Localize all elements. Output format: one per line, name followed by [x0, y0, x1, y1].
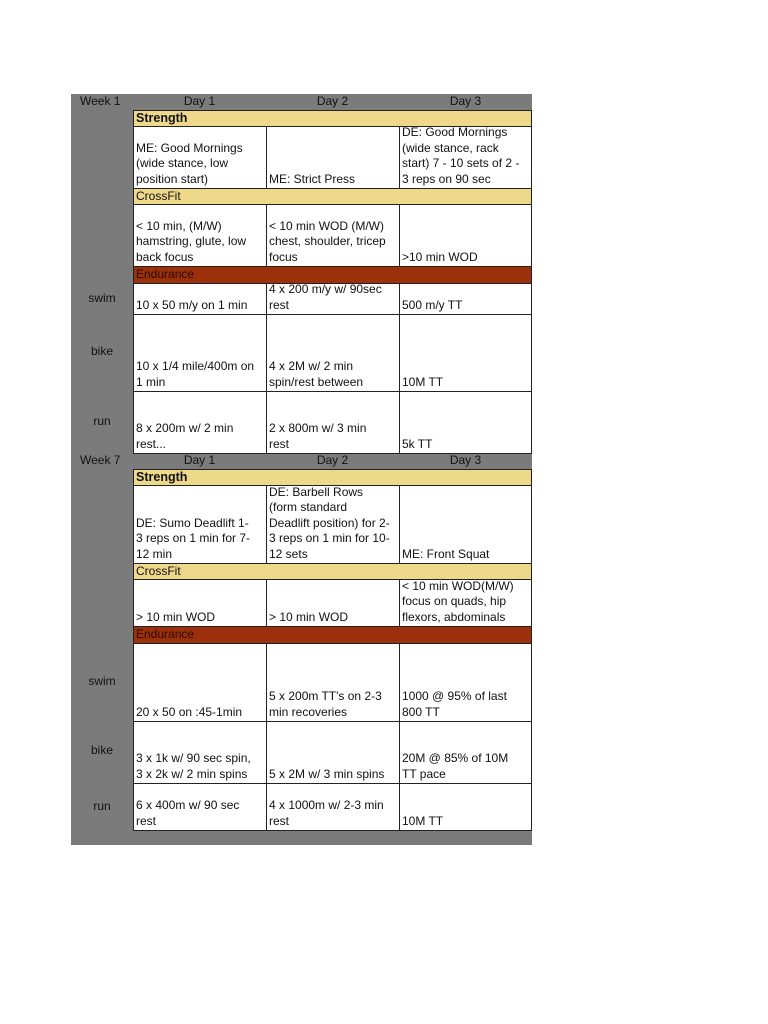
week7-day1-header: Day 1	[183, 453, 216, 467]
week1-crossfit-day2: < 10 min WOD (M/W) chest, shoulder, tricep focus	[266, 204, 400, 267]
week7-run-day2: 4 x 1000m w/ 2-3 min rest	[266, 783, 400, 831]
week7-endurance-band: Endurance	[133, 626, 532, 644]
week1-swim-day2: 4 x 200 m/y w/ 90sec rest	[266, 283, 400, 315]
week1-day3-header: Day 3	[449, 94, 482, 108]
week1-strength-day3: DE: Good Mornings (wide stance, rack start) 7 - 10 sets of 2 - 3 reps on 90 sec	[399, 126, 532, 189]
week1-run-day2: 2 x 800m w/ 3 min rest	[266, 391, 400, 454]
week1-day1-header: Day 1	[183, 94, 216, 108]
week7-bike-day1: 3 x 1k w/ 90 sec spin, 3 x 2k w/ 2 min spins	[133, 721, 267, 784]
week7-crossfit-day1: > 10 min WOD	[133, 579, 267, 627]
week7-day3-header: Day 3	[449, 453, 482, 467]
week1-swim-label: swim	[88, 291, 116, 305]
week1-bike-day3: 10M TT	[399, 314, 532, 392]
week7-crossfit-band: CrossFit	[133, 563, 532, 580]
week1-bike-day2: 4 x 2M w/ 2 min spin/rest between	[266, 314, 400, 392]
week7-swim-label: swim	[88, 674, 116, 688]
week1-crossfit-day3: >10 min WOD	[399, 204, 532, 267]
week7-crossfit-day2: > 10 min WOD	[266, 579, 400, 627]
week7-bike-day2: 5 x 2M w/ 3 min spins	[266, 721, 400, 784]
week1-swim-day1: 10 x 50 m/y on 1 min	[133, 283, 267, 315]
week7-day2-header: Day 2	[316, 453, 349, 467]
week7-bike-label: bike	[90, 743, 113, 757]
week1-swim-day3: 500 m/y TT	[399, 283, 532, 315]
training-schedule-sheet	[71, 94, 532, 845]
week7-strength-day3: ME: Front Squat	[399, 485, 532, 564]
week7-crossfit-day3: < 10 min WOD(M/W) focus on quads, hip flexors, abdominals	[399, 579, 532, 627]
week1-bike-label: bike	[90, 344, 113, 358]
week1-day2-header: Day 2	[316, 94, 349, 108]
week1-run-day3: 5k TT	[399, 391, 532, 454]
week7-strength-day1: DE: Sumo Deadlift 1- 3 reps on 1 min for 7- 12 min	[133, 485, 267, 564]
week1-crossfit-band: CrossFit	[133, 188, 532, 205]
week7-bike-day3: 20M @ 85% of 10M TT pace	[399, 721, 532, 784]
week7-run-label: run	[93, 799, 111, 813]
week1-label: Week 1	[80, 94, 121, 108]
week1-strength-day1: ME: Good Mornings (wide stance, low position start)	[133, 126, 267, 189]
week7-run-day1: 6 x 400m w/ 90 sec rest	[133, 783, 267, 831]
week7-swim-day1: 20 x 50 on :45-1min	[133, 643, 267, 722]
week1-run-day1: 8 x 200m w/ 2 min rest...	[133, 391, 267, 454]
week1-run-label: run	[93, 414, 111, 428]
week7-swim-day3: 1000 @ 95% of last 800 TT	[399, 643, 532, 722]
week7-swim-day2: 5 x 200m TT's on 2-3 min recoveries	[266, 643, 400, 722]
week1-crossfit-day1: < 10 min, (M/W) hamstring, glute, low back focus	[133, 204, 267, 267]
week1-bike-day1: 10 x 1/4 mile/400m on 1 min	[133, 314, 267, 392]
week7-strength-band: Strength	[133, 469, 532, 486]
week7-strength-day2: DE: Barbell Rows (form standard Deadlift position) for 2- 3 reps on 1 min for 10- 12 sets	[266, 485, 400, 564]
week7-run-day3: 10M TT	[399, 783, 532, 831]
week1-endurance-band: Endurance	[133, 266, 532, 284]
week1-strength-band: Strength	[133, 110, 532, 127]
week1-strength-day2: ME: Strict Press	[266, 126, 400, 189]
week7-label: Week 7	[80, 453, 121, 467]
